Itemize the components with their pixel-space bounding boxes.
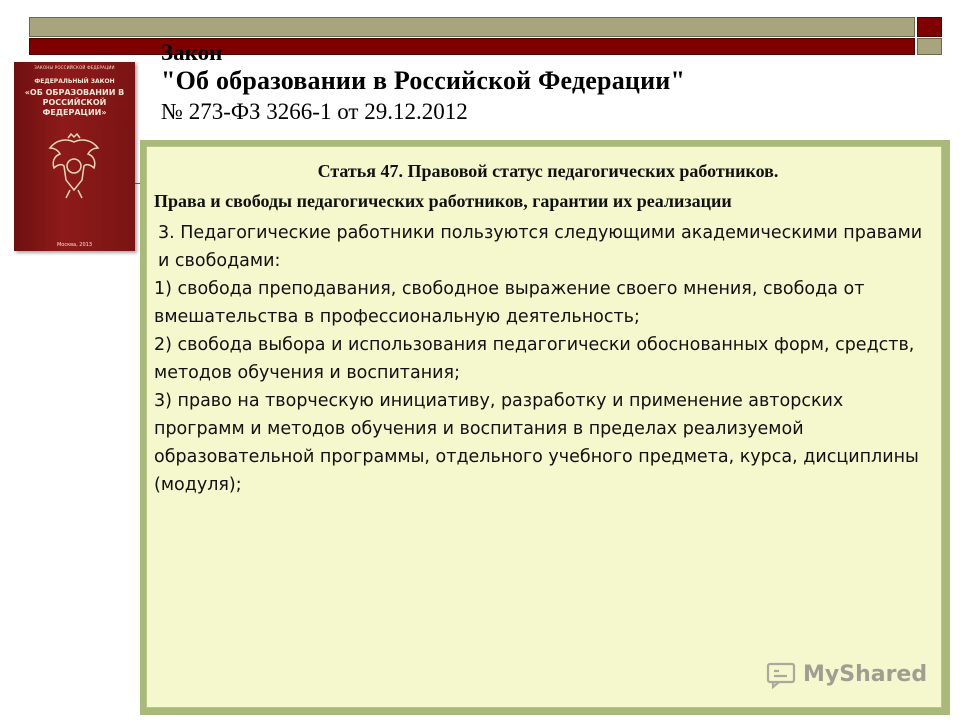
book-title: «ОБ ОБРАЗОВАНИИ В РОССИЙСКОЙ ФЕДЕРАЦИИ» <box>24 88 125 117</box>
article-title: Статья 47. Правовой статус педагогических работников. <box>317 161 779 181</box>
watermark <box>765 657 927 691</box>
book-footer: Москва, 2013 <box>56 242 93 248</box>
article-body <box>154 219 934 499</box>
content-panel <box>146 146 942 708</box>
slide-title <box>161 40 685 126</box>
decorative-square-top <box>917 17 942 37</box>
section-title: Права и свободы педагогических работников, гарантии их реализации <box>154 191 732 211</box>
law-number: № 273-ФЗ 3266-1 от 29.12.2012 <box>161 99 468 124</box>
decorative-top-bar <box>29 17 915 37</box>
article-intro: 3. Педагогические работники пользуются следующими академическими правами и свободами: <box>158 223 923 271</box>
myshared-logo-icon <box>765 659 797 689</box>
law-label: Закон <box>161 40 223 65</box>
law-book-cover <box>14 62 135 251</box>
decorative-square-bottom <box>917 38 942 55</box>
coat-of-arms-icon <box>44 132 104 202</box>
book-kind: ФЕДЕРАЛЬНЫЙ ЗАКОН <box>34 78 115 85</box>
list-item: 1) свобода преподавания, свободное выражение своего мнения, свобода от вмешательства в профессиональную деятельность; <box>154 279 865 327</box>
law-name: "Об образовании в Российской Федерации" <box>161 66 686 95</box>
list-item: 3) право на творческую инициативу, разработку и применение авторских программ и методов обучения и воспитания в пределах реализуемой образовательной программы, отдельного учебного предмета, курса, дисциплины (модуля); <box>154 391 919 495</box>
book-publisher: ЗАКОНЫ РОССИЙСКОЙ ФЕДЕРАЦИИ <box>34 65 115 70</box>
watermark-text: MyShared <box>803 661 928 687</box>
list-item: 2) свобода выбора и использования педагогически обоснованных форм, средств, методов обучения и воспитания; <box>154 335 915 383</box>
